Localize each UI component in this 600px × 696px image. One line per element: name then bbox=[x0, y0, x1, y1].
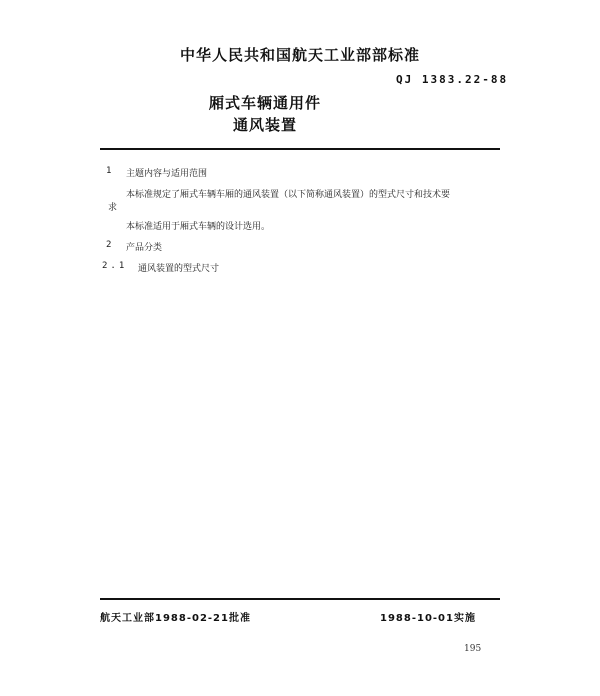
footer-rule bbox=[100, 598, 500, 600]
implementation-date: 1988-10-01实施 bbox=[380, 613, 476, 624]
section-1-paragraph-1-cont: 求 bbox=[108, 203, 118, 213]
doc-title-line2: 通风装置 bbox=[232, 116, 297, 134]
section-1-heading: 主题内容与适用范围 bbox=[126, 169, 208, 179]
section-1-paragraph-2: 本标准适用于厢式车辆的设计选用。 bbox=[126, 222, 271, 232]
section-2-1-number: 2.1 bbox=[102, 261, 128, 271]
page-number: 195 bbox=[464, 644, 482, 654]
section-1-number: 1 bbox=[106, 166, 112, 176]
header-rule bbox=[100, 148, 500, 150]
section-2-number: 2 bbox=[106, 240, 112, 250]
standard-code: QJ 1383.22-88 bbox=[396, 73, 509, 86]
section-2-heading: 产品分类 bbox=[126, 243, 163, 253]
approval-date: 航天工业部1988-02-21批准 bbox=[100, 613, 251, 624]
section-1-paragraph-1: 本标准规定了厢式车辆车厢的通风装置（以下简称通风装置）的型式尺寸和技术要 bbox=[126, 190, 451, 200]
doc-title-line1: 厢式车辆通用件 bbox=[208, 94, 321, 112]
org-title: 中华人民共和国航天工业部部标准 bbox=[179, 46, 420, 64]
section-2-1-heading: 通风装置的型式尺寸 bbox=[138, 264, 220, 274]
